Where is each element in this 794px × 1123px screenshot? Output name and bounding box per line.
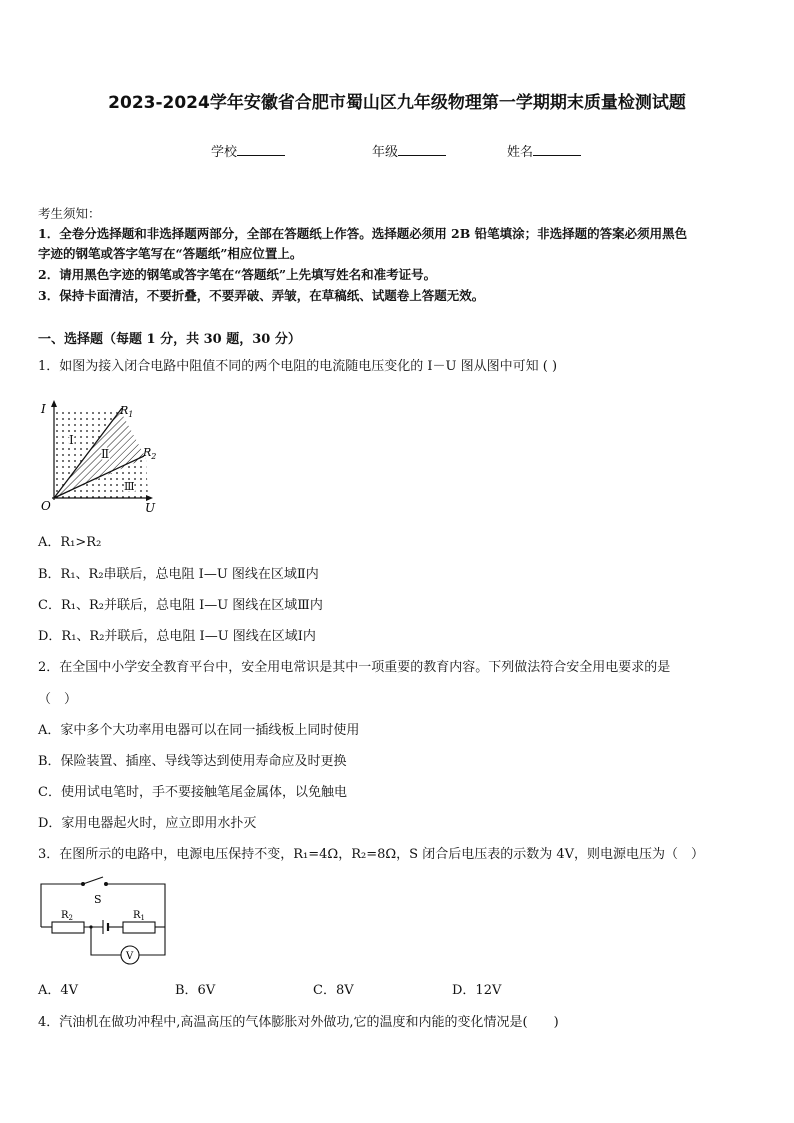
q4-stem: 4．汽油机在做功冲程中,高温高压的气体膨胀对外做功,它的温度和内能的变化情况是( ) <box>38 1015 559 1030</box>
grade-blank <box>398 143 446 156</box>
q2-stem: 2．在全国中小学安全教育平台中，安全用电常识是其中一项重要的教育内容。下列做法符合安全用电要求的是 <box>38 660 671 675</box>
wire-voltmeter-right <box>139 927 165 955</box>
notice-line-1a: 1．全卷分选择题和非选择题两部分，全部在答题纸上作答。选择题必须用 2B 铅笔填涂；非选择题的答案必须用黑色 <box>38 226 688 241</box>
q1-stem: 1．如图为接入闭合电路中阻值不同的两个电阻的电流随电压变化的 I－U 图从图中可知 ( ) <box>38 359 558 374</box>
u-axis-label: U <box>145 501 156 515</box>
name-label: 姓名 <box>507 145 534 160</box>
section-heading: 一、选择题（每题 1 分，共 30 题，30 分） <box>38 332 301 347</box>
school-blank <box>237 143 285 156</box>
r1-label: $R_1$ <box>133 910 145 922</box>
q1-option-c: C．R₁、R₂并联后，总电阻 I—U 图线在区域Ⅲ内 <box>38 598 323 613</box>
switch-label: S <box>94 893 102 906</box>
switch-contact-left <box>81 882 85 886</box>
r1-label: $R_1$ <box>120 404 134 419</box>
q2-option-b: B．保险装置、插座、导线等达到使用寿命应及时更换 <box>38 754 347 769</box>
notice-line-3: 3．保持卡面清洁，不要折叠，不要弄破、弄皱，在草稿纸、试题卷上答题无效。 <box>38 288 485 303</box>
q3-option-d: D．12V <box>452 983 502 998</box>
wire-voltmeter-left <box>91 927 121 955</box>
r2-label: $R_2$ <box>143 446 157 461</box>
school-label: 学校 <box>211 145 238 160</box>
q1-option-d: D．R₁、R₂并联后，总电阻 I—U 图线在区域Ⅰ内 <box>38 629 316 644</box>
q2-option-d: D．家用电器起火时，应立即用水扑灭 <box>38 816 257 831</box>
notice-line-2: 2．请用黑色字迹的钢笔或答字笔在“答题纸”上先填写姓名和准考证号。 <box>38 267 437 282</box>
voltmeter-label: V <box>126 951 134 962</box>
r2-resistor <box>52 922 84 933</box>
grade-label: 年级 <box>372 145 399 160</box>
school-field <box>211 141 285 160</box>
q1-option-b: B．R₁、R₂串联后，总电阻 I—U 图线在区域Ⅱ内 <box>38 567 319 582</box>
r2-label: $R_2$ <box>61 910 73 922</box>
q1-iu-graph <box>36 398 166 516</box>
i-axis-label: I <box>41 402 46 416</box>
q3-option-c: C．8V <box>313 983 354 998</box>
q3-circuit-diagram <box>38 870 170 970</box>
name-blank <box>533 143 581 156</box>
switch-contact-right <box>104 882 108 886</box>
grade-field <box>372 141 446 160</box>
q2-option-a: A．家中多个大功率用电器可以在同一插线板上同时使用 <box>38 723 360 738</box>
notice-heading: 考生须知： <box>38 206 101 221</box>
origin-label: O <box>41 499 51 513</box>
r1-resistor <box>123 922 155 933</box>
name-field <box>507 141 581 160</box>
q3-stem: 3．在图所示的电路中，电源电压保持不变，R₁=4Ω，R₂=8Ω，S 闭合后电压表的示数为 4V，则电源电压为（ ） <box>38 847 704 862</box>
region-2-label: Ⅱ <box>101 447 110 461</box>
i-axis-arrow <box>51 400 57 407</box>
q2-option-c: C．使用试电笔时，手不要接触笔尾金属体，以免触电 <box>38 785 347 800</box>
region-1-label: Ⅰ <box>69 433 74 447</box>
q3-option-b: B．6V <box>175 983 216 998</box>
notice-line-1b: 字迹的钢笔或答字笔写在“答题纸”相应位置上。 <box>38 246 303 261</box>
q2-answer-paren: （ ） <box>38 692 78 707</box>
page-title: 2023-2024学年安徽省合肥市蜀山区九年级物理第一学期期末质量检测试题 <box>108 93 686 113</box>
q1-option-a: A．R₁>R₂ <box>38 535 102 550</box>
junction-node <box>89 925 92 928</box>
switch-blade <box>83 877 103 884</box>
q3-option-a: A．4V <box>38 983 79 998</box>
region-3-label: Ⅲ <box>124 480 135 493</box>
